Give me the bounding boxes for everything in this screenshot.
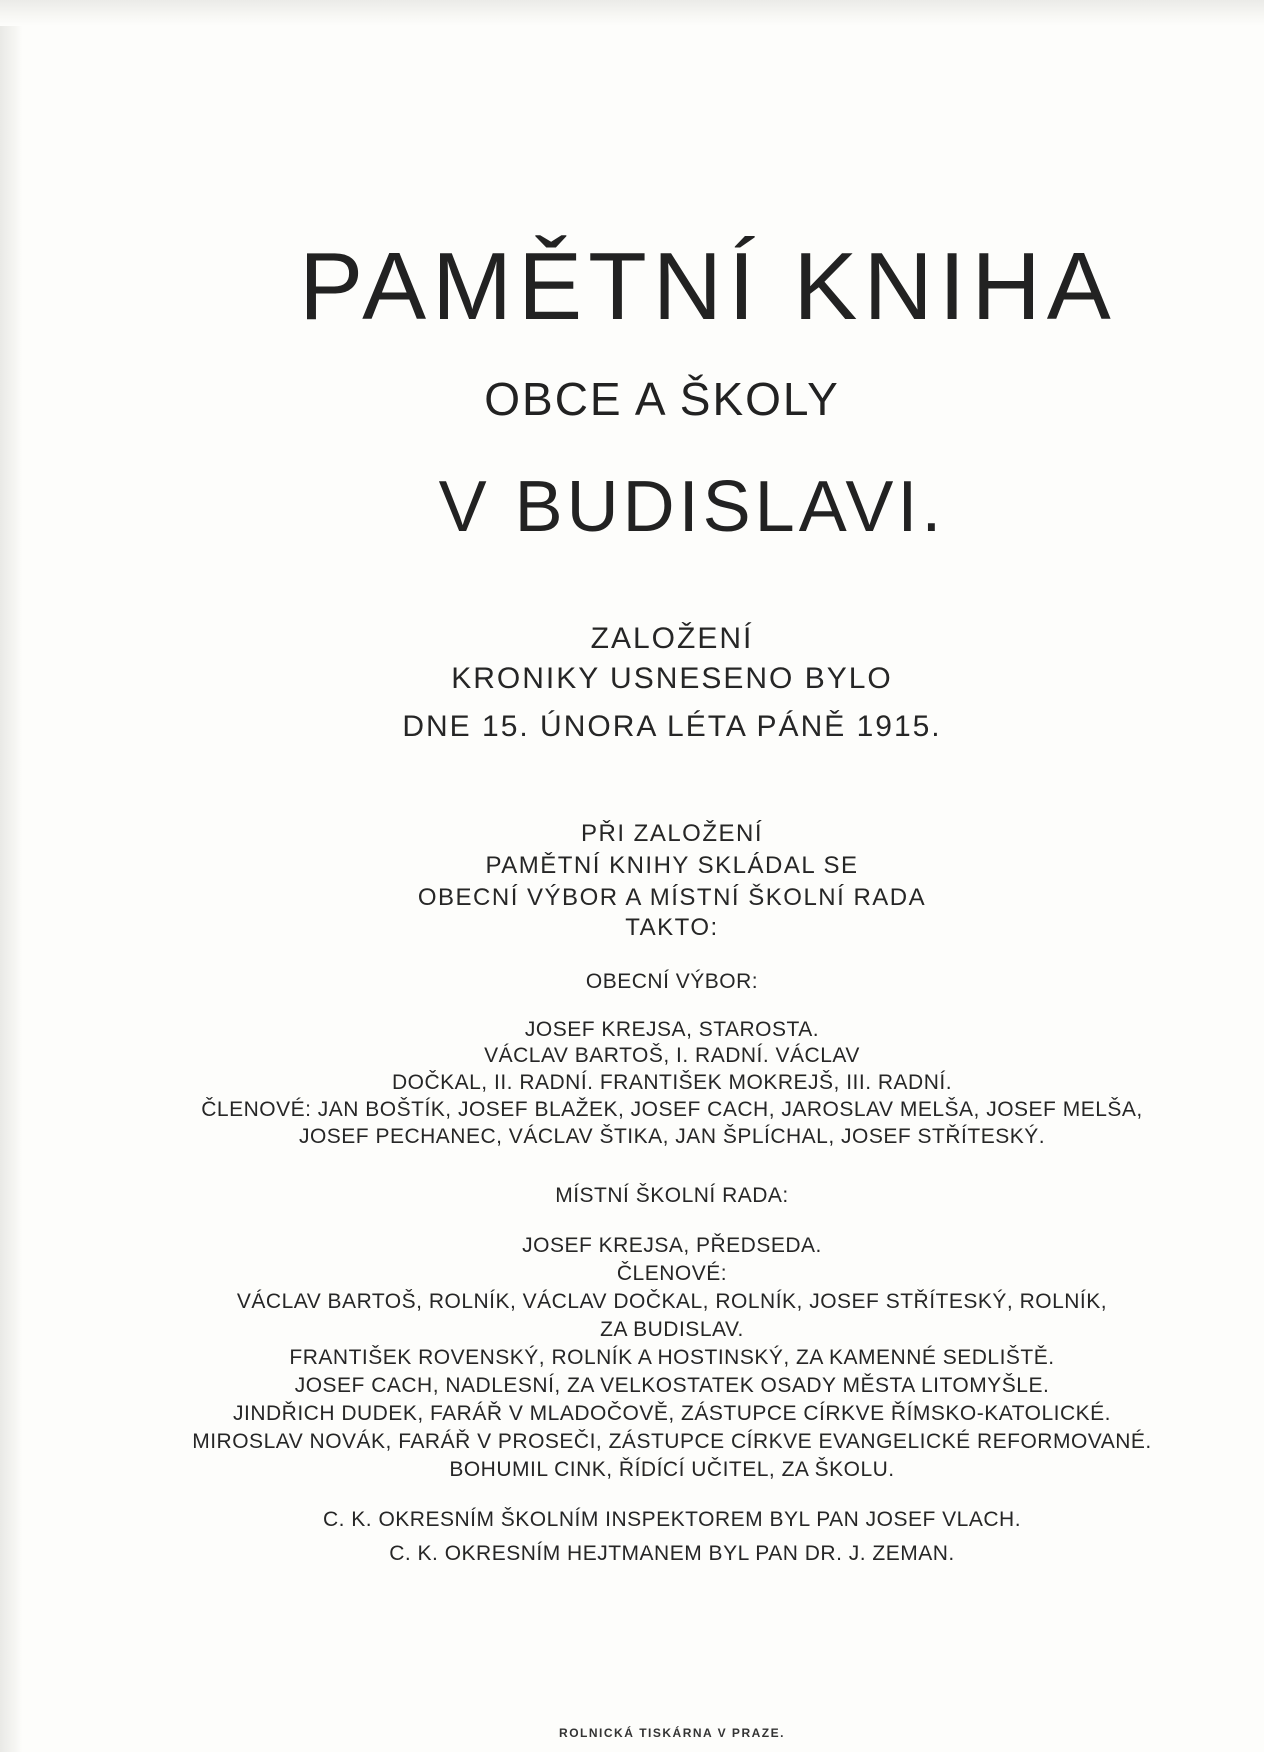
school-board-line: JOSEF CACH, NADLESNÍ, ZA VELKOSTATEK OSADY MĚSTA LITOMYŠLE.	[294, 1374, 1050, 1397]
subtitle-obce-a-skoly: OBCE A ŠKOLY	[484, 373, 840, 425]
printer-imprint: ROLNICKÁ TISKÁRNA V PRAZE.	[559, 1726, 785, 1740]
committee-heading: OBECNÍ VÝBOR:	[585, 970, 759, 993]
school-board-line: FRANTIŠEK ROVENSKÝ, ROLNÍK A HOSTINSKÝ, ZA KAMENNÉ SEDLIŠTĚ.	[289, 1346, 1055, 1369]
page-edge-top	[0, 0, 1264, 26]
committee-line: ČLENOVÉ: JAN BOŠTÍK, JOSEF BLAŽEK, JOSEF CACH, JAROSLAV MELŠA, JOSEF MELŠA,	[201, 1098, 1143, 1121]
school-board-heading: MÍSTNÍ ŠKOLNÍ RADA:	[555, 1184, 789, 1207]
founding-line-2: KRONIKY USNESENO BYLO	[451, 662, 893, 695]
school-board-line: JINDŘICH DUDEK, FARÁŘ V MLADOČOVĚ, ZÁSTUPCE CÍRKVE ŘÍMSKO-KATOLICKÉ.	[232, 1402, 1112, 1425]
school-board-line: ČLENOVÉ:	[616, 1262, 728, 1285]
official-governor: C. K. OKRESNÍM HEJTMANEM BYL PAN DR. J. ZEMAN.	[389, 1542, 955, 1565]
founding-line-1: ZALOŽENÍ	[590, 622, 754, 655]
committee-line: JOSEF PECHANEC, VÁCLAV ŠTIKA, JAN ŠPLÍCHAL, JOSEF STŘÍTESKÝ.	[298, 1125, 1046, 1148]
composition-line-4: TAKTO:	[625, 914, 719, 941]
school-board-line: MIROSLAV NOVÁK, FARÁŘ V PROSEČI, ZÁSTUPCE CÍRKVE EVANGELICKÉ REFORMOVANÉ.	[192, 1430, 1152, 1453]
school-board-line: ZA BUDISLAV.	[600, 1318, 744, 1341]
founding-line-3: DNE 15. ÚNORA LÉTA PÁNĚ 1915.	[402, 710, 942, 743]
composition-line-1: PŘI ZALOŽENÍ	[580, 820, 764, 847]
committee-line: VÁCLAV BARTOŠ, I. RADNÍ. VÁCLAV	[484, 1044, 860, 1067]
school-board-line: BOHUMIL CINK, ŘÍDÍCÍ UČITEL, ZA ŠKOLU.	[449, 1458, 895, 1481]
committee-line: JOSEF KREJSA, STAROSTA.	[524, 1018, 820, 1041]
school-board-line: JOSEF KREJSA, PŘEDSEDA.	[522, 1234, 822, 1257]
committee-line: DOČKAL, II. RADNÍ. FRANTIŠEK MOKREJŠ, III. RADNÍ.	[391, 1071, 953, 1094]
subtitle-place: V BUDISLAVI.	[438, 467, 946, 547]
page-title: PAMĚTNÍ KNIHA	[299, 233, 1117, 340]
school-board-line: VÁCLAV BARTOŠ, ROLNÍK, VÁCLAV DOČKAL, ROLNÍK, JOSEF STŘÍTESKÝ, ROLNÍK,	[236, 1290, 1108, 1313]
official-inspector: C. K. OKRESNÍM ŠKOLNÍM INSPEKTOREM BYL PAN JOSEF VLACH.	[322, 1508, 1022, 1531]
composition-line-2: PAMĚTNÍ KNIHY SKLÁDAL SE	[485, 852, 859, 879]
composition-line-3: OBECNÍ VÝBOR A MÍSTNÍ ŠKOLNÍ RADA	[417, 884, 927, 911]
page-edge-left	[0, 0, 22, 1752]
